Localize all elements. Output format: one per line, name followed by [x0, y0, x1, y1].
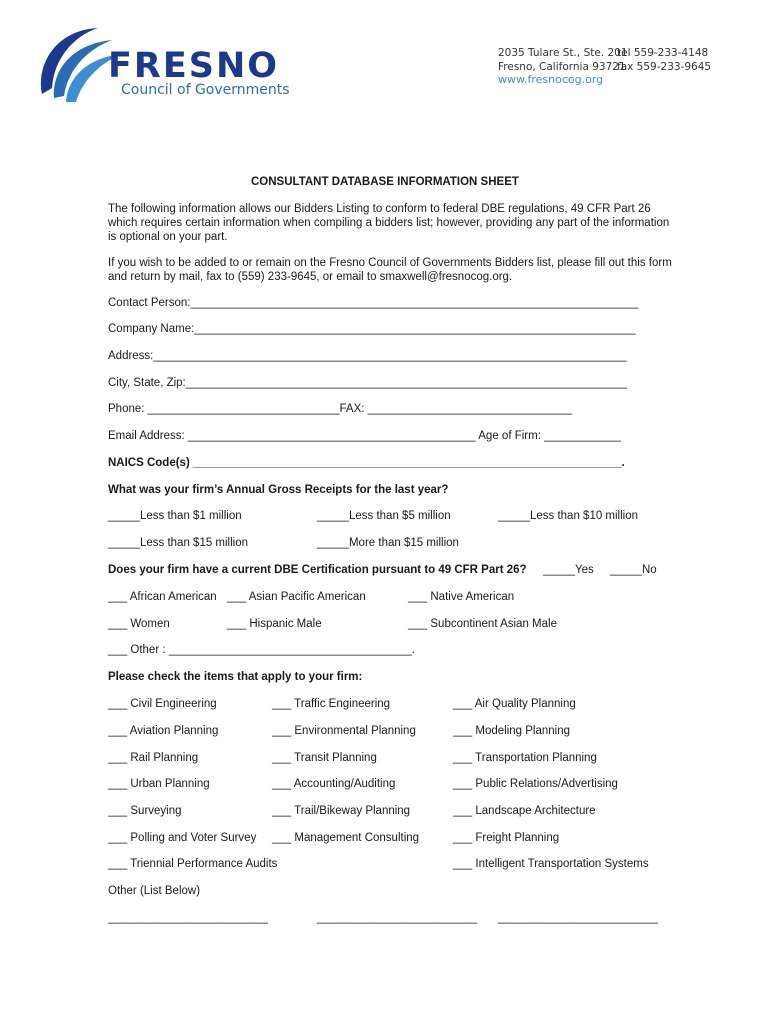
- service-item[interactable]: ___ Freight Planning: [453, 832, 560, 844]
- logo-subtitle: Council of Governments: [121, 82, 290, 98]
- service-item[interactable]: ___ Landscape Architecture: [453, 805, 596, 817]
- other-list-line[interactable]: _________________________: [317, 912, 477, 924]
- website-link[interactable]: www.fresnocog.org: [498, 73, 604, 86]
- service-item[interactable]: ___ Intelligent Transportation Systems: [453, 858, 649, 870]
- service-item[interactable]: ___ Environmental Planning: [272, 725, 416, 737]
- address-field[interactable]: Address:__________________________________________________________________________: [108, 350, 627, 362]
- service-item[interactable]: ___ Traffic Engineering: [272, 698, 391, 710]
- receipts-option[interactable]: _____Less than $5 million: [317, 510, 451, 522]
- service-item[interactable]: ___ Modeling Planning: [453, 725, 571, 737]
- address-line-1: 2035 Tulare St., Ste. 201: [498, 47, 628, 59]
- service-item[interactable]: ___ Polling and Voter Survey: [108, 832, 257, 844]
- receipts-option[interactable]: _____Less than $15 million: [108, 537, 249, 549]
- intro-line-1: The following information allows our Bidders Listing to conform to federal DBE regulations, 49 CFR Part 26: [108, 203, 651, 215]
- other-list-line[interactable]: _________________________: [498, 912, 658, 924]
- service-item[interactable]: ___ Accounting/Auditing: [272, 778, 396, 790]
- ethnicity-option[interactable]: ___ Asian Pacific American: [227, 591, 366, 603]
- instructions-line-1: If you wish to be added to or remain on the Fresno Council of Governments Bidders list, please fill out this form: [108, 257, 672, 269]
- receipts-option[interactable]: _____Less than $10 million: [498, 510, 639, 522]
- services-heading: Please check the items that apply to your firm:: [108, 671, 363, 683]
- logo-wordmark: FRESNO: [108, 46, 280, 86]
- ethnicity-option[interactable]: ___ Women: [108, 618, 170, 630]
- service-item[interactable]: ___ Transportation Planning: [453, 752, 597, 764]
- ethnicity-other-field[interactable]: ___ Other : ______________________________________.: [108, 644, 415, 656]
- service-item[interactable]: ___ Rail Planning: [108, 752, 199, 764]
- dbe-no-option[interactable]: _____No: [610, 564, 657, 576]
- instructions-line-2: and return by mail, fax to (559) 233-9645, or email to smaxwell@fresnocog.org.: [108, 271, 513, 283]
- service-item[interactable]: ___ Trail/Bikeway Planning: [272, 805, 411, 817]
- service-item[interactable]: ___ Aviation Planning: [108, 725, 219, 737]
- naics-codes-field[interactable]: NAICS Code(s) ___________________________________________________________________.: [108, 457, 625, 469]
- receipts-question: What was your firm’s Annual Gross Receipts for the last year?: [108, 484, 449, 496]
- phone-fax-field[interactable]: Phone: ______________________________FAX: ________________________________: [108, 403, 573, 415]
- service-item[interactable]: ___ Surveying: [108, 805, 182, 817]
- intro-line-3: is optional on your part.: [108, 231, 228, 243]
- service-item[interactable]: ___ Air Quality Planning: [453, 698, 576, 710]
- ethnicity-option[interactable]: ___ African American: [108, 591, 217, 603]
- other-list-label: Other (List Below): [108, 885, 201, 897]
- receipts-option[interactable]: _____More than $15 million: [317, 537, 459, 549]
- service-item[interactable]: ___ Triennial Performance Audits: [108, 858, 278, 870]
- address-line-2: Fresno, California 93721: [498, 61, 626, 73]
- page-title: CONSULTANT DATABASE INFORMATION SHEET: [251, 176, 519, 188]
- ethnicity-option[interactable]: ___ Hispanic Male: [227, 618, 322, 630]
- service-item[interactable]: ___ Urban Planning: [108, 778, 210, 790]
- service-item[interactable]: ___ Management Consulting: [272, 832, 420, 844]
- city-state-zip-field[interactable]: City, State, Zip:_____________________________________________________________________: [108, 377, 628, 389]
- email-age-field[interactable]: Email Address: _____________________________________________ Age of Firm: ____________: [108, 430, 621, 442]
- fax-number: fax 559-233-9645: [617, 61, 712, 73]
- dbe-question: Does your firm have a current DBE Certification pursuant to 49 CFR Part 26?: [108, 564, 527, 576]
- other-list-line[interactable]: _________________________: [108, 912, 268, 924]
- company-name-field[interactable]: Company Name:_____________________________________________________________________: [108, 323, 636, 335]
- ethnicity-option[interactable]: ___ Native American: [408, 591, 515, 603]
- dbe-yes-option[interactable]: _____Yes: [543, 564, 594, 576]
- service-item[interactable]: ___ Transit Planning: [272, 752, 377, 764]
- contact-person-field[interactable]: Contact Person:______________________________________________________________________: [108, 297, 639, 309]
- receipts-option[interactable]: _____Less than $1 million: [108, 510, 242, 522]
- intro-line-2: which requires certain information when compiling a bidders list; however, providing any part of the information: [108, 217, 670, 229]
- ethnicity-option[interactable]: ___ Subcontinent Asian Male: [408, 618, 557, 630]
- tel-number: tel 559-233-4148: [617, 47, 709, 59]
- service-item[interactable]: ___ Civil Engineering: [108, 698, 217, 710]
- service-item[interactable]: ___ Public Relations/Advertising: [453, 778, 618, 790]
